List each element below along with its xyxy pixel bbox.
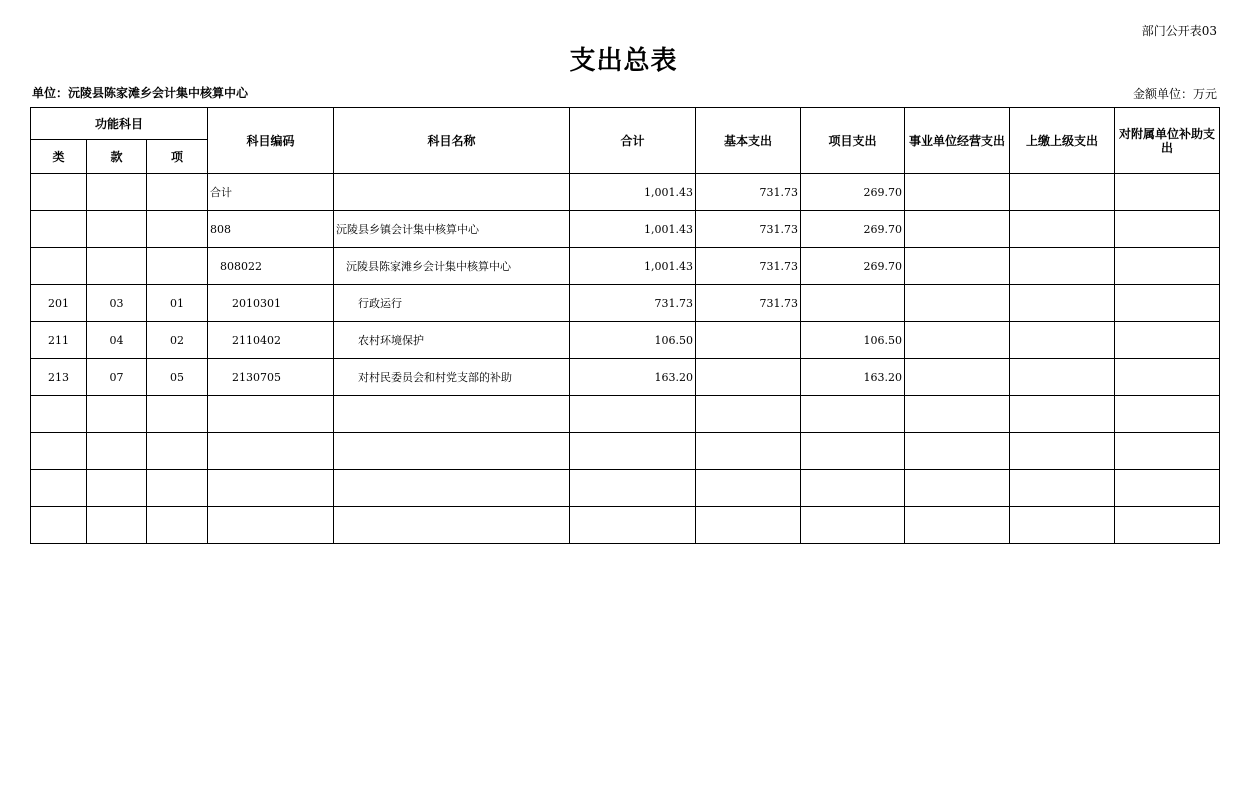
cell-business xyxy=(905,507,1010,544)
table-row xyxy=(31,470,1220,507)
cell-business xyxy=(905,248,1010,285)
cell-business xyxy=(905,359,1010,396)
cell-total xyxy=(570,396,696,433)
cell-name xyxy=(334,174,570,211)
cell-xiang xyxy=(147,211,208,248)
table-row xyxy=(31,248,1220,285)
cell-total: 1,001.43 xyxy=(570,174,696,211)
cell-xiang xyxy=(147,248,208,285)
cell-lei xyxy=(31,396,87,433)
cell-xiang: 05 xyxy=(147,359,208,396)
cell-subsidy xyxy=(1115,322,1220,359)
cell-upper xyxy=(1010,174,1115,211)
cell-basic xyxy=(696,507,801,544)
cell-subsidy xyxy=(1115,507,1220,544)
cell-name: 对村民委员会和村党支部的补助 xyxy=(334,359,570,396)
header-subsidy: 对附属单位补助支出 xyxy=(1115,108,1220,174)
cell-code xyxy=(208,433,334,470)
cell-upper xyxy=(1010,285,1115,322)
header-basic: 基本支出 xyxy=(696,108,801,174)
cell-kuan xyxy=(87,433,147,470)
cell-xiang: 01 xyxy=(147,285,208,322)
cell-code: 合计 xyxy=(208,174,334,211)
table-row xyxy=(31,507,1220,544)
cell-code xyxy=(208,507,334,544)
cell-kuan xyxy=(87,248,147,285)
cell-business xyxy=(905,433,1010,470)
cell-lei xyxy=(31,211,87,248)
cell-subsidy xyxy=(1115,174,1220,211)
cell-total: 163.20 xyxy=(570,359,696,396)
cell-basic: 731.73 xyxy=(696,174,801,211)
cell-code: 808 xyxy=(208,211,334,248)
cell-basic xyxy=(696,396,801,433)
cell-business xyxy=(905,174,1010,211)
cell-basic xyxy=(696,359,801,396)
table-row xyxy=(31,285,1220,322)
cell-code: 2130705 xyxy=(208,359,334,396)
cell-project xyxy=(801,470,905,507)
cell-basic: 731.73 xyxy=(696,248,801,285)
cell-upper xyxy=(1010,433,1115,470)
cell-name: 行政运行 xyxy=(334,285,570,322)
cell-xiang xyxy=(147,174,208,211)
cell-kuan: 04 xyxy=(87,322,147,359)
cell-kuan: 07 xyxy=(87,359,147,396)
cell-project: 106.50 xyxy=(801,322,905,359)
cell-xiang: 02 xyxy=(147,322,208,359)
cell-upper xyxy=(1010,359,1115,396)
expenditure-table xyxy=(30,107,1220,544)
form-number: 部门公开表03 xyxy=(1141,24,1217,38)
cell-project: 269.70 xyxy=(801,248,905,285)
cell-business xyxy=(905,470,1010,507)
header-code: 科目编码 xyxy=(208,108,334,174)
cell-name xyxy=(334,470,570,507)
cell-subsidy xyxy=(1115,359,1220,396)
cell-xiang xyxy=(147,433,208,470)
cell-name xyxy=(334,507,570,544)
cell-subsidy xyxy=(1115,285,1220,322)
cell-lei: 211 xyxy=(31,322,87,359)
cell-lei: 201 xyxy=(31,285,87,322)
cell-project: 269.70 xyxy=(801,211,905,248)
cell-code xyxy=(208,470,334,507)
cell-kuan xyxy=(87,211,147,248)
cell-code: 2110402 xyxy=(208,322,334,359)
cell-lei xyxy=(31,174,87,211)
cell-business xyxy=(905,396,1010,433)
cell-name: 沅陵县乡镇会计集中核算中心 xyxy=(334,211,570,248)
cell-lei xyxy=(31,433,87,470)
cell-basic xyxy=(696,322,801,359)
cell-upper xyxy=(1010,470,1115,507)
cell-upper xyxy=(1010,248,1115,285)
cell-kuan xyxy=(87,507,147,544)
cell-code: 2010301 xyxy=(208,285,334,322)
cell-business xyxy=(905,285,1010,322)
cell-total: 731.73 xyxy=(570,285,696,322)
header-func-subject: 功能科目 xyxy=(31,108,208,140)
cell-upper xyxy=(1010,396,1115,433)
header-lei: 类 xyxy=(31,140,87,174)
cell-project xyxy=(801,507,905,544)
cell-project: 269.70 xyxy=(801,174,905,211)
cell-name: 沅陵县陈家滩乡会计集中核算中心 xyxy=(334,248,570,285)
cell-lei: 213 xyxy=(31,359,87,396)
cell-business xyxy=(905,322,1010,359)
cell-project: 163.20 xyxy=(801,359,905,396)
header-upper: 上缴上级支出 xyxy=(1010,108,1115,174)
cell-subsidy xyxy=(1115,470,1220,507)
unit-label: 单位：沅陵县陈家滩乡会计集中核算中心 xyxy=(32,86,249,100)
amount-unit-label: 金额单位：万元 xyxy=(1132,87,1217,101)
cell-lei xyxy=(31,470,87,507)
table-row xyxy=(31,359,1220,396)
cell-xiang xyxy=(147,470,208,507)
header-project: 项目支出 xyxy=(801,108,905,174)
table-row xyxy=(31,211,1220,248)
cell-code xyxy=(208,396,334,433)
cell-kuan: 03 xyxy=(87,285,147,322)
cell-name xyxy=(334,396,570,433)
cell-upper xyxy=(1010,322,1115,359)
cell-business xyxy=(905,211,1010,248)
header-kuan: 款 xyxy=(87,140,147,174)
header-business: 事业单位经营支出 xyxy=(905,108,1010,174)
cell-kuan xyxy=(87,174,147,211)
cell-kuan xyxy=(87,396,147,433)
cell-kuan xyxy=(87,470,147,507)
cell-basic: 731.73 xyxy=(696,285,801,322)
cell-project xyxy=(801,396,905,433)
cell-code: 808022 xyxy=(208,248,334,285)
header-name: 科目名称 xyxy=(334,108,570,174)
cell-subsidy xyxy=(1115,396,1220,433)
cell-subsidy xyxy=(1115,248,1220,285)
cell-total: 1,001.43 xyxy=(570,211,696,248)
cell-total xyxy=(570,507,696,544)
cell-xiang xyxy=(147,396,208,433)
cell-upper xyxy=(1010,211,1115,248)
cell-total xyxy=(570,470,696,507)
table-row xyxy=(31,396,1220,433)
cell-basic: 731.73 xyxy=(696,211,801,248)
cell-total: 1,001.43 xyxy=(570,248,696,285)
cell-upper xyxy=(1010,507,1115,544)
cell-lei xyxy=(31,507,87,544)
cell-subsidy xyxy=(1115,433,1220,470)
cell-total xyxy=(570,433,696,470)
table-row xyxy=(31,433,1220,470)
table-row xyxy=(31,322,1220,359)
cell-total: 106.50 xyxy=(570,322,696,359)
cell-project xyxy=(801,285,905,322)
header-xiang: 项 xyxy=(147,140,208,174)
page-title: 支出总表 xyxy=(569,46,678,76)
cell-lei xyxy=(31,248,87,285)
cell-xiang xyxy=(147,507,208,544)
cell-basic xyxy=(696,470,801,507)
table-row xyxy=(31,174,1220,211)
cell-basic xyxy=(696,433,801,470)
cell-name: 农村环境保护 xyxy=(334,322,570,359)
cell-subsidy xyxy=(1115,211,1220,248)
cell-name xyxy=(334,433,570,470)
header-total: 合计 xyxy=(570,108,696,174)
cell-project xyxy=(801,433,905,470)
